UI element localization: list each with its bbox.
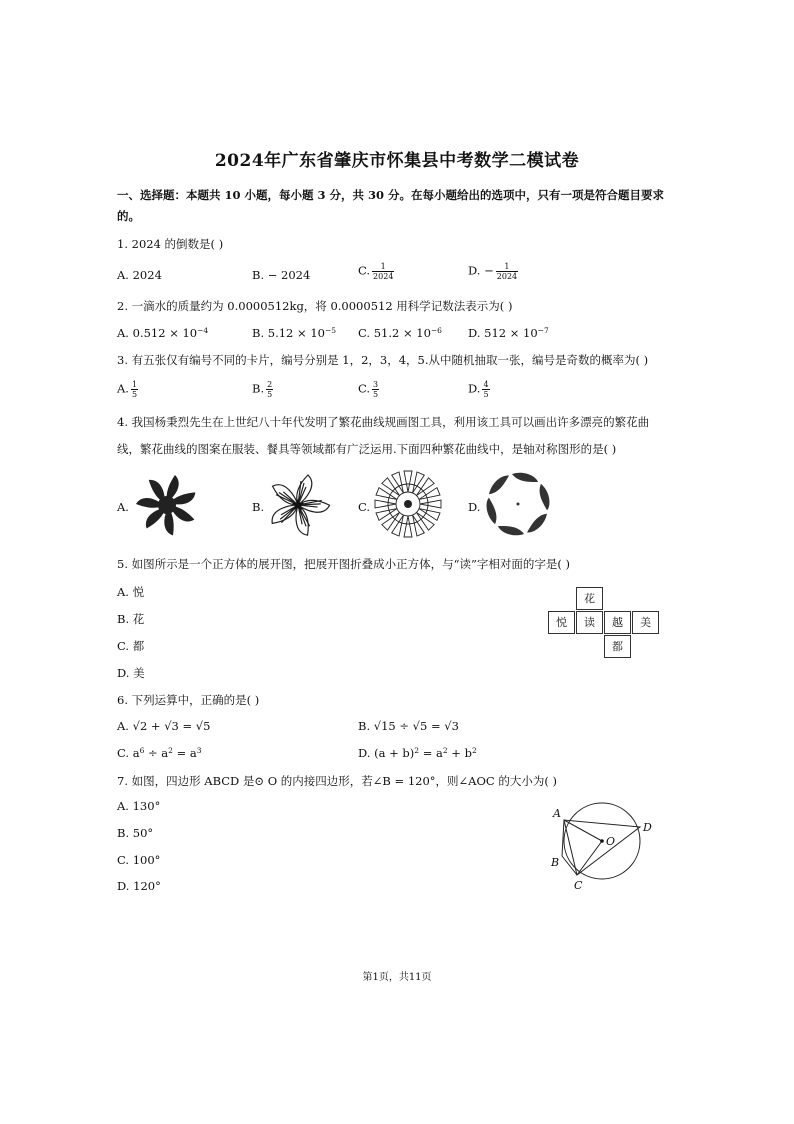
q6-option-a: A. √2 + √3 = √5 [117,719,211,733]
triangle-acd [564,820,640,875]
q6-c-exp1: 6 [139,746,145,755]
q2-c-exp: −6 [430,326,442,335]
q2-b-exp: −5 [324,326,337,335]
q2-option-c [358,326,442,340]
q6-stem: 6. 下列运算中，正确的是( ) [117,693,260,707]
q3-d-fraction [482,380,489,399]
q5-stem: 5. 如图所示是一个正方体的展开图，把展开图折叠成小正方体，与“读”字相对面的字是( ) [117,557,571,571]
q2-b-base: B. 5.12 × 10 [252,326,325,340]
q1-stem: 1. 2024 的倒数是( ) [117,237,224,251]
q1-c-den: 2024 [373,272,394,281]
q6-d-exp3: 2 [471,746,477,755]
q4-option-c-label: C. [358,500,371,514]
q2-option-b [252,326,336,340]
q6-option-c [117,746,202,760]
q6-c-part3: = a [172,746,197,760]
q1-c-num: 1 [372,262,394,272]
q1-option-c [358,262,394,281]
section1-heading-line1: 一、选择题：本题共 10 小题，每小题 3 分，共 30 分。在每小题给出的选项中，只有一项是符合题目要求 [117,188,665,202]
q6-c-part1: C. a [117,746,140,760]
q6-option-b: B. √15 ÷ √5 = √3 [358,719,459,733]
label-o: O [606,835,616,848]
q6-c-exp3: 3 [196,746,202,755]
q3-c-fraction [372,380,379,399]
q3-option-a [117,380,138,399]
q5-option-d: D. 美 [117,666,145,680]
q7-option-b: B. 50° [117,826,154,840]
label-d: D [643,821,652,834]
q6-d-part1: D. (a + b) [358,746,415,760]
page-title: 2024年广东省肇庆市怀集县中考数学二模试卷 [214,151,580,171]
q7-stem: 7. 如图，四边形 ABCD 是⊙ O 的内接四边形，若∠B = 120°，则∠AOC 的大小为( ) [117,774,557,788]
q3-c-prefix: C. [358,381,371,396]
q2-c-base: C. 51.2 × 10 [358,326,431,340]
inscribed-quadrilateral-figure [548,800,658,892]
q3-b-prefix: B. [252,381,265,396]
net-cell-top: 花 [576,587,603,610]
q5-option-b: B. 花 [117,612,145,626]
net-cell-left: 悦 [548,611,575,634]
q3-option-d [468,380,490,399]
q4-stem-line1: 4. 我国杨秉烈先生在上世纪八十年代发明了繁花曲线规画图工具，利用该工具可以画出许多漂亮的繁花曲 [117,415,650,429]
q3-b-den: 5 [267,390,273,399]
q4-option-b-label: B. [252,500,265,514]
q4-option-d-label: D. [468,500,481,514]
q4-option-a-label: A. [117,500,129,514]
q1-option-d [468,262,518,281]
q3-a-den: 5 [131,390,138,399]
q6-option-d [358,746,477,760]
q1-option-d-fraction [496,262,518,281]
cube-net-figure [548,587,660,663]
q2-option-a [117,326,208,340]
q3-d-num: 4 [483,380,489,389]
label-c: C [574,879,583,892]
q6-d-exp1: 2 [414,746,420,755]
q1-d-num: 1 [496,262,518,272]
net-cell-bottom: 都 [604,635,631,658]
q1-option-c-fraction [372,262,394,281]
q4-figure-c [372,468,444,540]
q4-figure-b [265,472,331,538]
net-cell-right1: 越 [604,611,631,634]
q5-option-c: C. 都 [117,639,145,653]
q3-c-num: 3 [373,380,379,389]
q4-figure-d [482,468,554,540]
q1-option-c-prefix: C. [358,263,371,278]
q5-option-a: A. 悦 [117,585,145,599]
q3-option-c [358,380,379,399]
q1-option-b: B. − 2024 [252,268,311,282]
section1-heading-line2: 的。 [117,209,140,223]
q3-c-den: 5 [373,390,379,399]
q3-option-b [252,380,273,399]
label-a: A [553,807,561,820]
q2-a-base: A. 0.512 × 10 [117,326,198,340]
q6-d-part2: = a [419,746,443,760]
q6-d-exp2: 2 [442,746,448,755]
q7-option-c: C. 100° [117,853,161,867]
q7-option-d: D. 120° [117,879,161,893]
net-cell-center: 读 [576,611,603,634]
q3-a-fraction [131,380,138,399]
q6-d-part3: + b [447,746,472,760]
label-b: B [551,856,560,869]
net-cell-right2: 美 [632,611,659,634]
q3-stem: 3. 有五张仅有编号不同的卡片，编号分别是 1，2，3，4，5.从中随机抽取一张，编号是奇数的概率为( ) [117,353,649,367]
q2-stem: 2. 一滴水的质量约为 0.0000512kg，将 0.0000512 用科学记数法表示为( ) [117,299,513,313]
q2-a-exp: −4 [197,326,209,335]
page-footer: 第1页，共11页 [362,972,432,983]
q4-stem-line2: 线，繁花曲线的图案在服装、餐具等领域都有广泛运用.下面四种繁花曲线中，是轴对称图形的是( ) [117,442,617,456]
q3-a-prefix: A. [117,381,129,396]
q3-d-prefix: D. [468,381,481,396]
center-point [600,839,604,843]
q4-figure-a [134,472,200,538]
q3-b-fraction [266,380,273,399]
q2-option-d [468,326,549,340]
q2-d-base: D. 512 × 10 [468,326,538,340]
q1-option-a: A. 2024 [117,268,162,282]
segment-co [577,841,602,875]
q3-a-num: 1 [131,380,138,389]
q3-d-den: 5 [483,390,489,399]
q6-c-exp2: 2 [168,746,173,755]
q1-d-den: 2024 [496,272,518,281]
q1-option-d-prefix: D. − [468,263,494,278]
q3-b-num: 2 [267,380,273,389]
q6-c-part2: ÷ a [144,746,169,760]
q2-d-exp: −7 [537,326,549,335]
q7-option-a: A. 130° [117,799,161,813]
